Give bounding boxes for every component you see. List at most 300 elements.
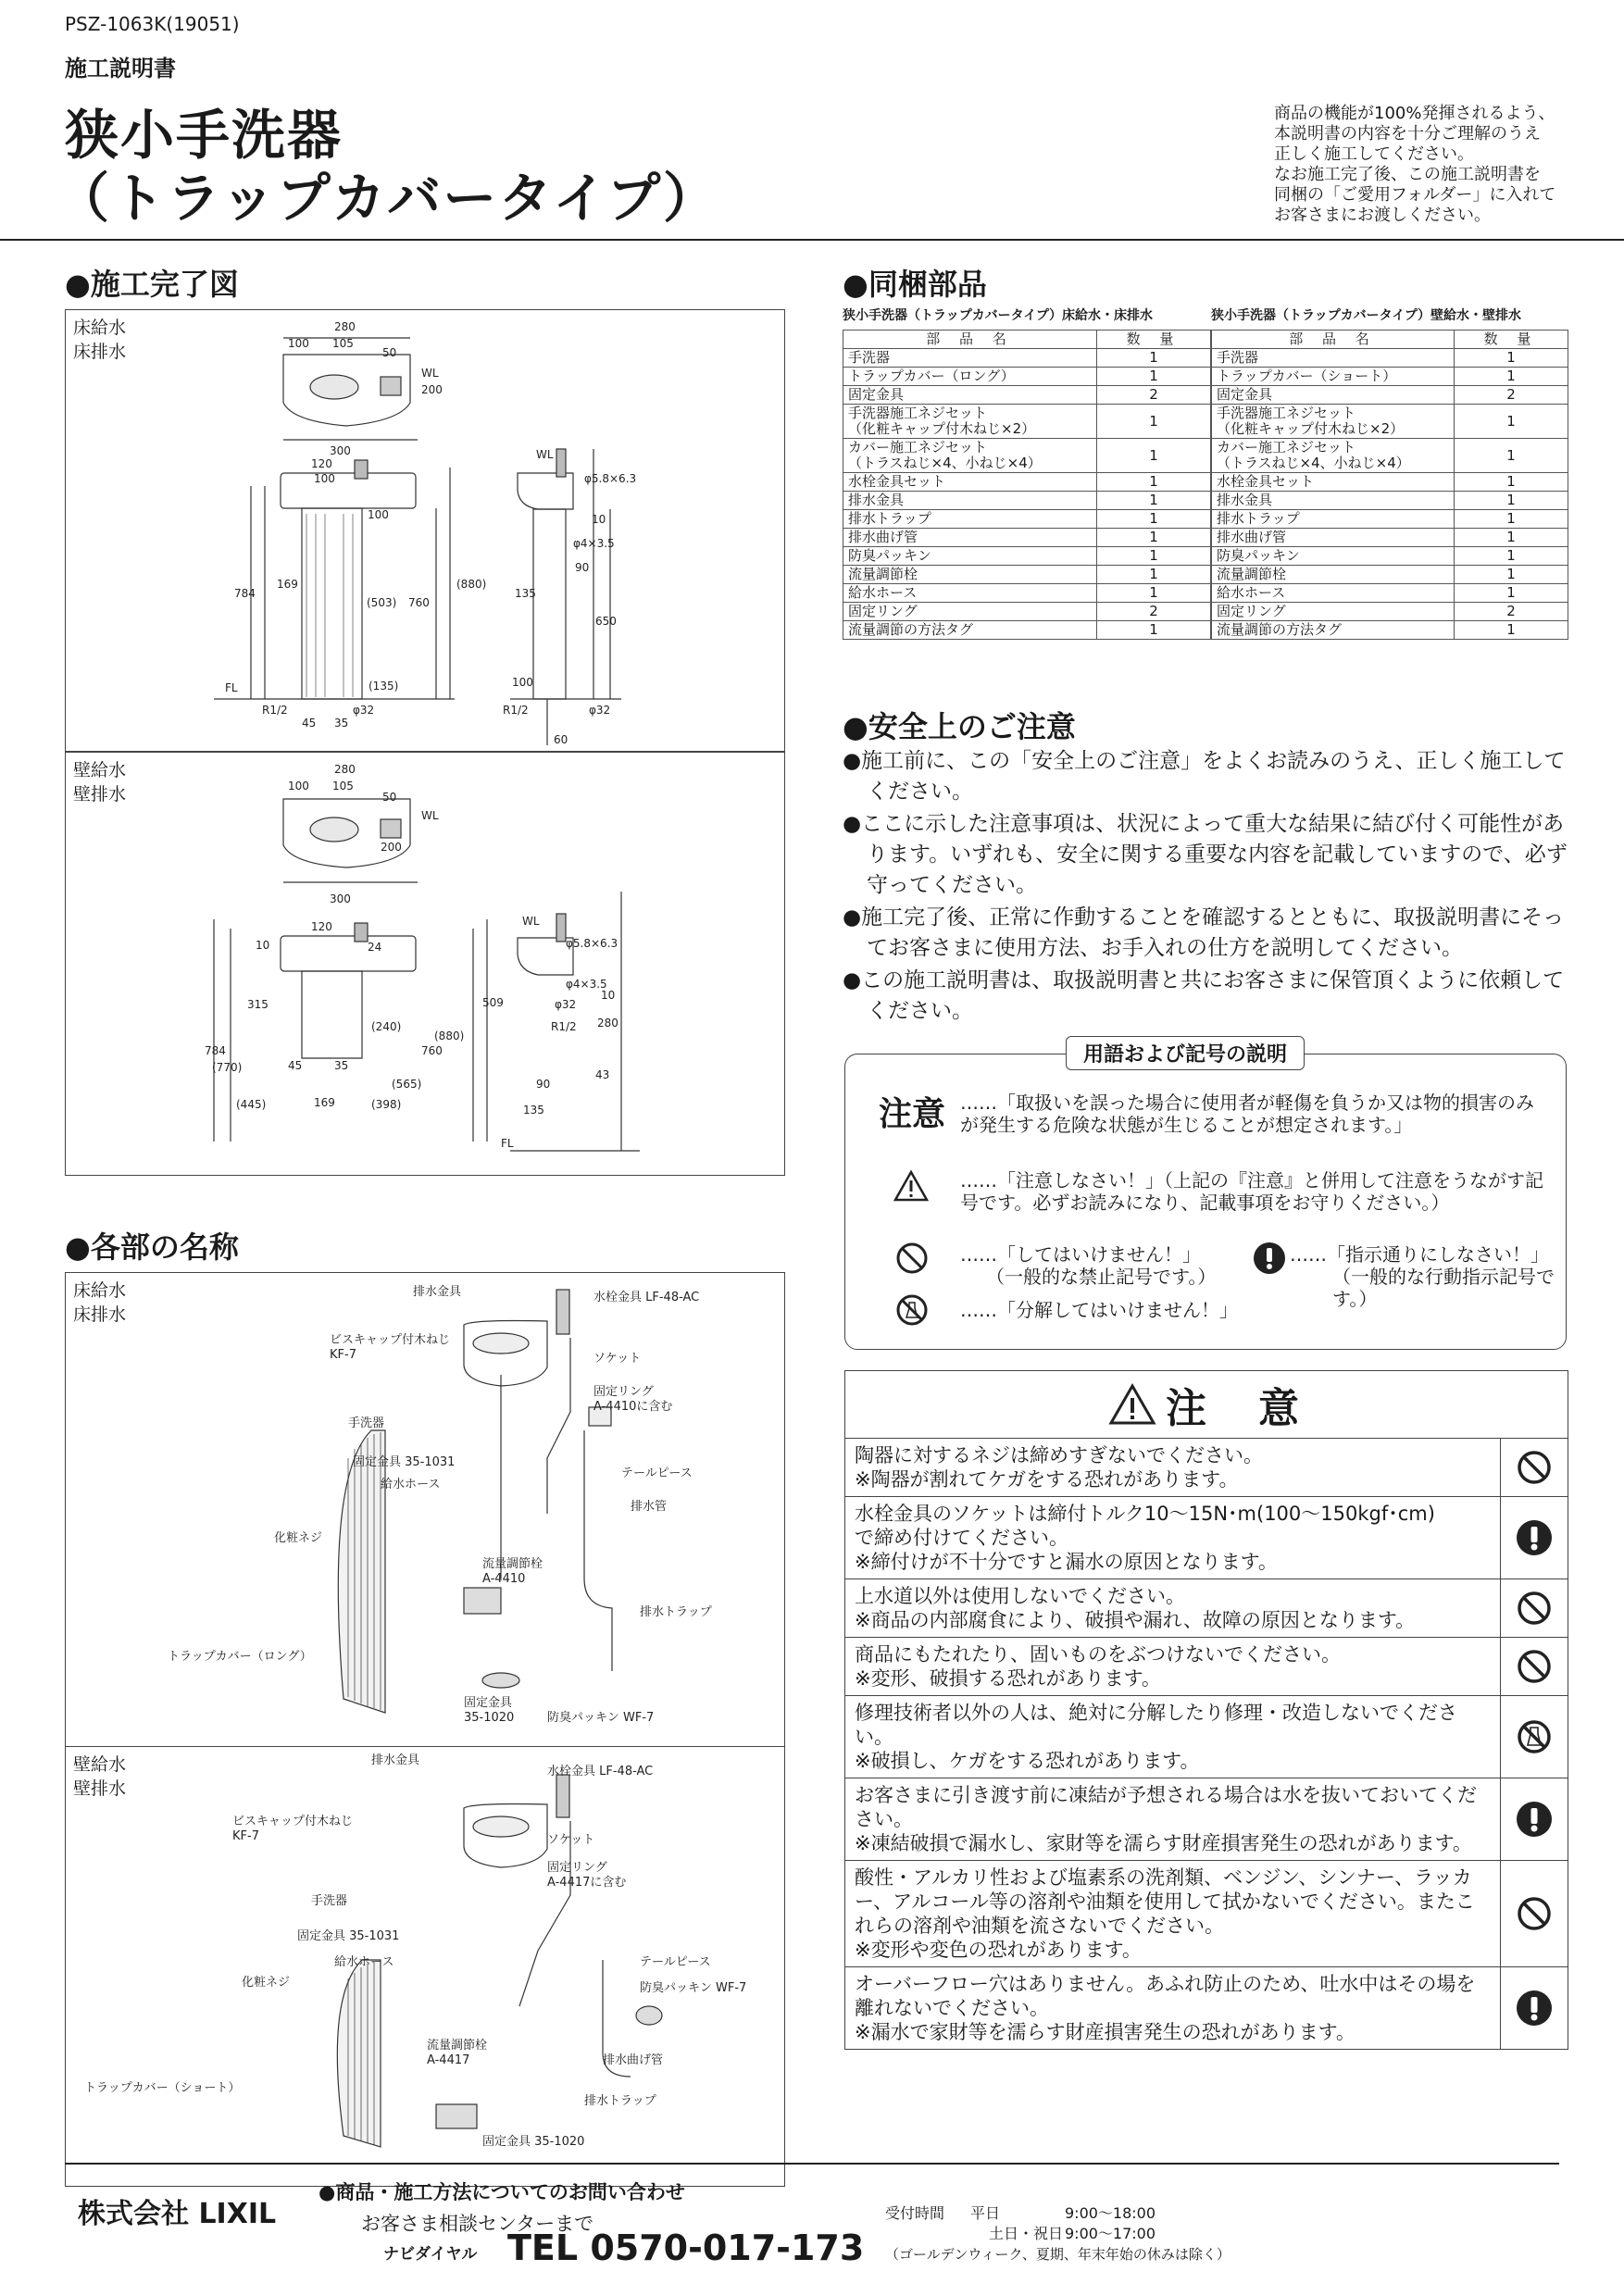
- mandatory-action-icon: [1500, 1497, 1568, 1578]
- dim-label: WL: [421, 809, 439, 822]
- part-label: トラップカバー（ロング）: [168, 1650, 312, 1664]
- part-name-note: （化粧キャップ付木ねじ×2）: [848, 420, 1036, 437]
- dim-label: 120: [311, 920, 332, 933]
- part-label: 防臭パッキン WF-7: [640, 1981, 747, 1995]
- mandatory-desc-line: ……「指示通りにしなさい！」: [1290, 1243, 1549, 1266]
- parts-row: [1212, 529, 1568, 547]
- caution-table-title: 注 意: [1166, 1385, 1305, 1432]
- caution-line: で締め付けてください。: [855, 1527, 1068, 1549]
- part-quantity: 2: [1097, 386, 1211, 405]
- part-quantity: 1: [1097, 584, 1211, 603]
- part-name: [843, 603, 1097, 621]
- parts-row: [843, 510, 1211, 529]
- part-label: 手洗器: [311, 1894, 348, 1908]
- part-label: トラップカバー（ショート）: [84, 2081, 241, 2095]
- dim-label: 43: [595, 1068, 610, 1081]
- part-name: [1212, 510, 1455, 529]
- symbol-legend: [844, 1043, 1567, 1350]
- title-line-1: 狭小手洗器: [65, 104, 344, 167]
- parts-row: [1212, 473, 1568, 492]
- dim-label: 120: [311, 457, 332, 470]
- prohibition-icon: [895, 1242, 929, 1275]
- wall-drain-label: 壁排水: [73, 1778, 127, 1799]
- safety-item: ●施工完了後、正常に作動することを確認するとともに、取扱説明書にそってお客さまに使用方法、お手入れの仕方を説明してください。: [843, 905, 1565, 960]
- part-quantity: 1: [1097, 349, 1211, 368]
- dim-label: (135): [369, 680, 399, 693]
- part-name-line: 流量調節栓: [848, 566, 918, 582]
- part-label: 化粧ネジ: [242, 1976, 291, 1990]
- part-label: A-4410に含む: [593, 1400, 673, 1414]
- part-label: A-4417: [427, 2053, 470, 2067]
- part-quantity: 1: [1455, 492, 1568, 510]
- floor-exploded-drawing: [66, 1273, 784, 1747]
- dim-label: (880): [456, 578, 487, 591]
- hours-label: 受付時間: [885, 2204, 945, 2222]
- dim-label: 10: [592, 513, 606, 526]
- inquiry-heading: ●商品・施工方法についてのお問い合わせ: [319, 2181, 685, 2203]
- part-label: 流量調節栓: [427, 2039, 488, 2053]
- wall-exploded-drawing: [66, 1747, 784, 2186]
- dim-label: 300: [330, 892, 351, 905]
- caution-text: [845, 1439, 1500, 1496]
- caution-line: ※変形、破損する恐れがあります。: [855, 1667, 1161, 1690]
- part-name-line: 固定金具: [1217, 386, 1273, 403]
- mandatory-action-icon: [1500, 1778, 1568, 1860]
- floor-exploded-diagram: [65, 1272, 785, 1748]
- part-quantity: 1: [1455, 368, 1568, 386]
- part-name: [1212, 368, 1455, 386]
- part-name-line: 排水トラップ: [848, 510, 931, 527]
- dim-label: 135: [515, 587, 536, 600]
- dim-label: 105: [332, 780, 354, 792]
- dim-label: (240): [371, 1020, 402, 1033]
- dim-label: 50: [382, 346, 397, 359]
- dim-label: 10: [256, 939, 270, 952]
- part-name: [1212, 584, 1455, 603]
- wall-supply-label: 壁給水: [73, 760, 127, 780]
- caution-line: ※破損し、ケガをする恐れがあります。: [855, 1750, 1200, 1772]
- mandatory-description: [1290, 1243, 1558, 1310]
- part-name-line: 防臭パッキン: [1217, 547, 1300, 564]
- part-name: [1212, 439, 1455, 473]
- prohibition-description: [960, 1243, 1216, 1288]
- warning-triangle-icon: [1108, 1382, 1156, 1427]
- part-name-line: 給水ホース: [848, 584, 918, 601]
- part-name-line: 手洗器: [1217, 349, 1259, 366]
- support-center: お客さま相談センターまで: [361, 2213, 594, 2235]
- part-name-line: 固定リング: [848, 603, 918, 619]
- dim-label: φ32: [353, 704, 375, 717]
- part-label: 35-1020: [464, 1711, 515, 1725]
- dim-label: 169: [277, 578, 298, 591]
- floor-drain-label: 床排水: [73, 342, 127, 362]
- document-type: 施工説明書: [65, 56, 176, 81]
- part-quantity: 2: [1455, 603, 1568, 621]
- mandatory-desc-line: （一般的な行動指示記号です。）: [1332, 1266, 1555, 1310]
- caution-line: ※凍結破損で漏水し、家財等を濡らす財産損害発生の恐れがあります。: [855, 1832, 1472, 1854]
- caution-row: [845, 1860, 1568, 1966]
- part-quantity: 1: [1097, 473, 1211, 492]
- part-label: 給水ホース: [334, 1955, 394, 1969]
- parts-row: [1212, 603, 1568, 621]
- part-label: 手洗器: [348, 1416, 385, 1430]
- dim-label: 100: [288, 337, 309, 350]
- part-quantity: 1: [1097, 566, 1211, 584]
- part-name-line: 防臭パッキン: [848, 547, 931, 564]
- part-name-line: 水栓金具セット: [848, 473, 946, 490]
- dim-label: WL: [421, 367, 439, 380]
- part-quantity: 1: [1455, 473, 1568, 492]
- col-header-qty: 数 量: [1455, 331, 1568, 349]
- caution-line: お客さまに引き渡す前に凍結が予想される場合は水を抜いておいてください。: [855, 1784, 1477, 1830]
- dim-label: 784: [234, 587, 256, 600]
- part-quantity: 1: [1455, 510, 1568, 529]
- prohibition-icon: [1500, 1861, 1568, 1966]
- caution-table-header: [845, 1371, 1568, 1438]
- part-quantity: 1: [1455, 547, 1568, 566]
- dim-label: 280: [334, 320, 356, 333]
- parts-row: [843, 547, 1211, 566]
- part-name: [843, 547, 1097, 566]
- dim-label: 100: [512, 676, 533, 689]
- intro-line: 同梱の「ご愛用フォルダー」に入れて: [1274, 185, 1556, 205]
- part-label: 固定金具 35-1020: [482, 2135, 585, 2149]
- dim-label: 45: [302, 717, 317, 730]
- part-label: テールピース: [640, 1955, 711, 1969]
- part-name: [843, 349, 1097, 368]
- parts-table: [1211, 330, 1568, 640]
- bundled-heading: ●同梱部品: [843, 267, 987, 302]
- part-name: [1212, 621, 1455, 640]
- part-name-line: 排水トラップ: [1217, 510, 1300, 527]
- part-name-line: 流量調節の方法タグ: [848, 621, 974, 638]
- phone-number[interactable]: TEL 0570-017-173: [507, 2227, 865, 2268]
- caution-line: 陶器に対するネジは締めすぎないでください。: [855, 1444, 1263, 1466]
- dim-label: R1/2: [551, 1020, 577, 1033]
- part-quantity: 1: [1097, 510, 1211, 529]
- part-label: 排水管: [631, 1500, 668, 1514]
- caution-text: [845, 1861, 1500, 1966]
- wall-supply-label: 壁給水: [73, 1754, 127, 1775]
- parts-row: [843, 386, 1211, 405]
- part-name-line: 手洗器施工ネジセット: [1217, 405, 1356, 421]
- parts-row: [1212, 621, 1568, 640]
- caution-row: [845, 1695, 1568, 1778]
- part-label: ソケット: [547, 1833, 595, 1847]
- caution-row: [845, 1496, 1568, 1578]
- part-label: 固定リング: [593, 1385, 654, 1399]
- dim-label: (503): [367, 596, 397, 609]
- parts-row: [843, 349, 1211, 368]
- safety-item: ●施工前に、この「安全上のご注意」をよくお読みのうえ、正しく施工してください。: [843, 749, 1566, 804]
- part-name-line: カバー施工ネジセット: [1217, 439, 1356, 455]
- floor-drain-label: 床排水: [73, 1304, 127, 1325]
- footer-divider: [65, 2163, 1559, 2165]
- wall-install-diagram: [65, 752, 785, 1176]
- intro-line: お客さまにお渡しください。: [1274, 206, 1491, 225]
- dim-label: FL: [225, 681, 238, 694]
- part-name: [843, 566, 1097, 584]
- dim-label: 509: [482, 996, 504, 1009]
- dim-label: 105: [332, 337, 354, 350]
- part-name-line: 固定金具: [848, 386, 905, 403]
- caution-line: 水栓金具のソケットは締付トルク10～15N･m(100～150kgf･cm): [855, 1503, 1435, 1525]
- caution-text: [845, 1778, 1500, 1860]
- wall-dimension-drawing: [66, 753, 784, 1175]
- prohibition-icon: [1500, 1579, 1568, 1637]
- parts-table-title: 狭小手洗器（トラップカバータイプ）床給水・床排水: [843, 308, 1154, 323]
- dim-label: 35: [334, 1059, 349, 1072]
- parts-row: [843, 584, 1211, 603]
- names-heading: ●各部の名称: [65, 1229, 239, 1265]
- dim-label: (880): [434, 1029, 465, 1042]
- dim-label: φ32: [589, 704, 611, 717]
- part-quantity: 1: [1455, 621, 1568, 640]
- caution-row: [845, 1637, 1568, 1695]
- dim-label: 784: [205, 1044, 226, 1057]
- dim-label: R1/2: [262, 704, 288, 717]
- mandatory-action-icon: [1500, 1967, 1568, 2049]
- safety-item: ●ここに示した注意事項は、状況によって重大な結果に結び付く可能性があります。いずれも、安全に関する重要な内容を記載していますので、必ず守ってください。: [843, 812, 1568, 897]
- holiday-hours: 9:00～17:00: [1065, 2225, 1156, 2242]
- part-label: 排水曲げ管: [603, 2053, 664, 2067]
- part-name: [843, 492, 1097, 510]
- dim-label: 760: [421, 1044, 443, 1057]
- part-name-note: （トラスねじ×4、小ねじ×4）: [1217, 455, 1410, 471]
- caution-row: [845, 1778, 1568, 1860]
- part-name: [843, 510, 1097, 529]
- prohibition-icon: [1500, 1439, 1568, 1496]
- part-name-line: 水栓金具セット: [1217, 473, 1315, 490]
- part-name-line: 排水金具: [1217, 492, 1273, 508]
- part-label: 固定金具: [464, 1696, 513, 1710]
- floor-supply-label: 床給水: [73, 318, 127, 338]
- legend-title: 用語および記号の説明: [1066, 1036, 1305, 1070]
- dim-label: 280: [334, 763, 356, 776]
- part-name-line: 給水ホース: [1217, 584, 1286, 601]
- part-name: [1212, 603, 1455, 621]
- caution-text: [845, 1696, 1500, 1778]
- part-label: A-4417に含む: [547, 1876, 627, 1890]
- wall-exploded-diagram: [65, 1746, 785, 2187]
- parts-row: [1212, 368, 1568, 386]
- header-divider: [0, 239, 1624, 241]
- part-quantity: 1: [1455, 439, 1568, 473]
- dim-label: 45: [288, 1059, 303, 1072]
- dim-label: φ5.8×6.3: [566, 937, 618, 950]
- caution-text: [845, 1579, 1500, 1637]
- caution-text: [845, 1967, 1500, 2049]
- dim-label: 169: [314, 1096, 335, 1109]
- caution-line: 酸性・アルカリ性および塩素系の洗剤類、ベンジン、シンナー、ラッカー、アルコール等の溶剤や油類を使用して拭かないでください。またこれらの溶剤や油類を流さないでください。: [855, 1866, 1475, 1937]
- triangle-description: ……「注意しなさい！」（上記の『注意』と併用して注意をうながす記号です。必ずお読みになり、記載事項をお守りください。）: [960, 1169, 1543, 1214]
- caution-line: ※陶器が割れてケガをする恐れがあります。: [855, 1468, 1239, 1491]
- intro-line: 正しく施工してください。: [1274, 144, 1474, 164]
- dim-label: 760: [408, 596, 430, 609]
- part-name: [843, 368, 1097, 386]
- prohibition-desc-line: （一般的な禁止記号です。）: [986, 1266, 1217, 1288]
- parts-row: [1212, 349, 1568, 368]
- part-quantity: 1: [1455, 584, 1568, 603]
- part-quantity: 1: [1097, 439, 1211, 473]
- company-name: 株式会社 LIXIL: [78, 2198, 277, 2230]
- prohibition-desc-line: ……「してはいけません！」: [960, 1243, 1201, 1266]
- dim-label: φ5.8×6.3: [584, 472, 637, 485]
- intro-line: 商品の機能が100%発揮されるよう、: [1274, 104, 1555, 123]
- part-quantity: 1: [1097, 547, 1211, 566]
- part-name: [1212, 547, 1455, 566]
- part-label: ビスキャップ付木ねじ: [330, 1333, 451, 1347]
- floor-install-diagram: [65, 309, 785, 752]
- dim-label: 200: [421, 383, 443, 396]
- parts-row: [1212, 492, 1568, 510]
- dim-label: 24: [368, 941, 382, 954]
- part-label: KF-7: [330, 1348, 356, 1362]
- dim-label: 315: [247, 998, 269, 1011]
- parts-row: [1212, 405, 1568, 439]
- part-label: ソケット: [593, 1352, 642, 1366]
- intro-note: [1274, 104, 1589, 226]
- weekday-label: 平日: [970, 2204, 1001, 2222]
- part-quantity: 1: [1455, 566, 1568, 584]
- part-name: [1212, 492, 1455, 510]
- prohibition-icon: [1500, 1638, 1568, 1695]
- part-label: 排水トラップ: [640, 1605, 712, 1619]
- dim-label: 50: [382, 791, 397, 804]
- dim-label: (770): [212, 1061, 243, 1074]
- dim-label: 135: [523, 1104, 544, 1117]
- caution-text: [845, 1638, 1500, 1695]
- part-name: [1212, 566, 1455, 584]
- part-name: [1212, 529, 1455, 547]
- parts-row: [1212, 386, 1568, 405]
- part-name-note: （化粧キャップ付木ねじ×2）: [1217, 420, 1405, 437]
- part-name-line: 流量調節の方法タグ: [1217, 621, 1343, 638]
- part-label: 流量調節栓: [482, 1557, 543, 1571]
- part-label: 固定金具 35-1031: [353, 1455, 456, 1469]
- dim-label: 100: [288, 780, 309, 792]
- part-quantity: 1: [1097, 405, 1211, 439]
- caution-line: ※締付けが不十分ですと漏水の原因となります。: [855, 1551, 1278, 1573]
- part-name-line: 排水金具: [848, 492, 905, 508]
- part-name: [843, 439, 1097, 473]
- intro-line: なお施工完了後、この施工説明書を: [1274, 165, 1541, 184]
- part-name-line: 排水曲げ管: [848, 529, 918, 545]
- parts-row: [1212, 439, 1568, 473]
- caution-description: ……「取扱いを誤った場合に使用者が軽傷を負うか又は物的損害のみが発生する危険な状態が生じることが想定されます。」: [960, 1092, 1534, 1136]
- floor-dimension-drawing: [66, 310, 784, 751]
- parts-row: [843, 473, 1211, 492]
- part-name: [843, 405, 1097, 439]
- dim-label: (398): [371, 1098, 402, 1111]
- part-name: [1212, 386, 1455, 405]
- part-name-line: 排水曲げ管: [1217, 529, 1287, 545]
- parts-table-floor: [843, 306, 1211, 640]
- part-name-note: （トラスねじ×4、小ねじ×4）: [848, 455, 1042, 471]
- parts-row: [1212, 547, 1568, 566]
- part-name-line: 流量調節栓: [1217, 566, 1287, 582]
- parts-table-title: 狭小手洗器（トラップカバータイプ）壁給水・壁排水: [1211, 308, 1522, 323]
- dim-label: WL: [522, 915, 540, 928]
- part-name-line: 手洗器: [848, 349, 891, 366]
- part-label: テールピース: [621, 1466, 693, 1480]
- no-disassembly-icon: [1500, 1696, 1568, 1778]
- completion-heading: ●施工完了図: [65, 267, 239, 302]
- part-name-line: トラップカバー（ロング）: [848, 368, 1015, 384]
- caution-line: ※漏水で家財等を濡らす財産損害発生の恐れがあります。: [855, 2021, 1355, 2043]
- part-name: [1212, 473, 1455, 492]
- caution-row: [845, 1966, 1568, 2049]
- part-quantity: 1: [1097, 368, 1211, 386]
- caution-line: ※商品の内部腐食により、破損や漏れ、故障の原因となります。: [855, 1609, 1416, 1631]
- col-header-name: 部 品 名: [843, 331, 1097, 349]
- dim-label: φ4×3.5: [566, 978, 607, 991]
- hours-note: （ゴールデンウィーク、夏期、年末年始の休みは除く）: [885, 2246, 1230, 2263]
- document-code: PSZ-1063K(19051): [65, 13, 240, 35]
- safety-heading: ●安全上のご注意: [843, 709, 1076, 744]
- caution-line: 上水道以外は使用しないでください。: [855, 1585, 1185, 1607]
- part-label: 防臭パッキン WF-7: [547, 1711, 655, 1725]
- part-label: 化粧ネジ: [274, 1531, 323, 1545]
- part-label: 水栓金具 LF-48-AC: [547, 1765, 654, 1778]
- no-disassembly-icon: [895, 1293, 929, 1327]
- col-header-name: 部 品 名: [1212, 331, 1455, 349]
- wall-drain-label: 壁排水: [73, 784, 127, 805]
- part-quantity: 1: [1097, 621, 1211, 640]
- dim-label: 90: [536, 1078, 551, 1091]
- dim-label: (565): [392, 1078, 422, 1091]
- parts-row: [843, 566, 1211, 584]
- mandatory-action-icon: [1253, 1242, 1286, 1275]
- part-name: [843, 621, 1097, 640]
- part-quantity: 2: [1097, 603, 1211, 621]
- part-label: KF-7: [232, 1829, 259, 1843]
- part-label: ビスキャップ付木ねじ: [232, 1815, 354, 1828]
- part-quantity: 1: [1455, 529, 1568, 547]
- dim-label: 300: [330, 444, 351, 457]
- part-name: [1212, 349, 1455, 368]
- caution-line: 商品にもたれたり、固いものをぶつけないでください。: [855, 1643, 1341, 1666]
- dim-label: 100: [368, 508, 389, 521]
- dim-label: 60: [554, 733, 568, 746]
- caution-line: ※変形や変色の恐れがあります。: [855, 1939, 1142, 1961]
- parts-row: [843, 621, 1211, 640]
- dim-label: FL: [501, 1137, 514, 1150]
- page-title: [56, 104, 718, 230]
- caution-word: 注意: [879, 1095, 946, 1133]
- part-label: A-4410: [482, 1572, 526, 1586]
- part-name: [843, 473, 1097, 492]
- holiday-label: 土日・祝日: [989, 2225, 1064, 2242]
- part-label: 排水トラップ: [584, 2094, 656, 2108]
- part-name: [843, 386, 1097, 405]
- part-label: 固定リング: [547, 1861, 607, 1875]
- part-label: 排水金具: [371, 1753, 420, 1767]
- part-name: [843, 584, 1097, 603]
- dim-label: R1/2: [503, 704, 529, 717]
- parts-row: [843, 439, 1211, 473]
- dim-label: 100: [314, 472, 335, 485]
- navi-dial-label: ナビダイヤル: [383, 2245, 478, 2264]
- safety-list: [843, 746, 1568, 1029]
- dim-label: 35: [334, 717, 349, 730]
- part-name: [843, 529, 1097, 547]
- caution-text: [845, 1497, 1500, 1578]
- parts-row: [843, 405, 1211, 439]
- part-quantity: 1: [1097, 492, 1211, 510]
- part-label: 給水ホース: [381, 1478, 441, 1491]
- parts-table-wall: [1211, 306, 1568, 640]
